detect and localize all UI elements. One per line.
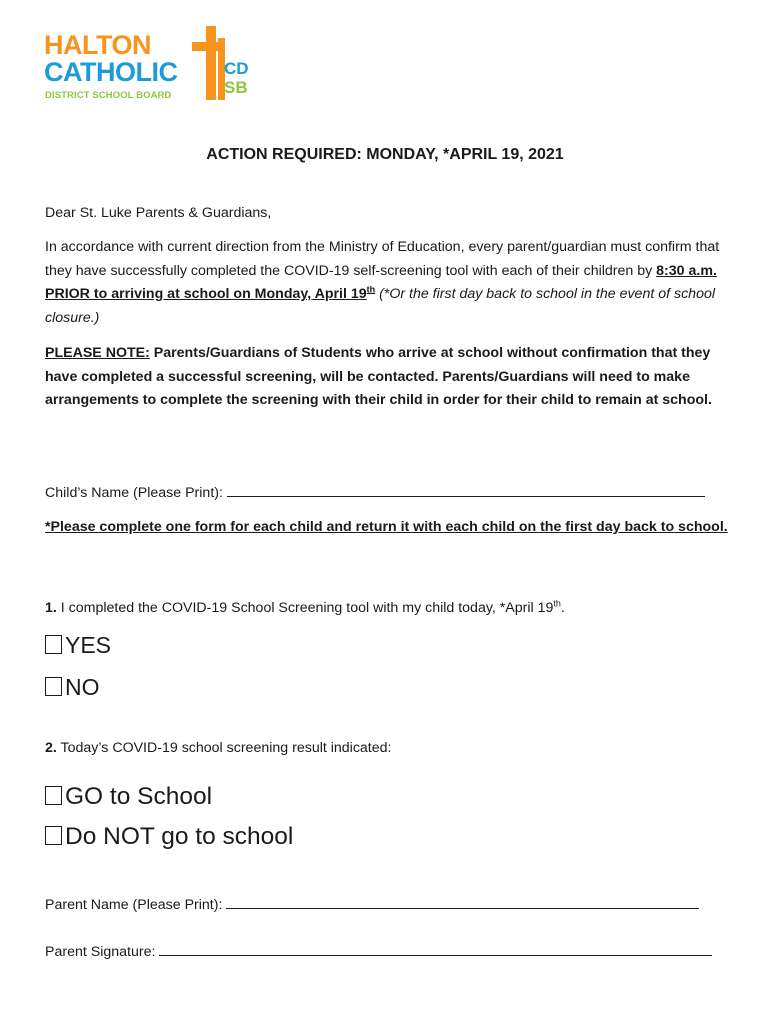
option-go-to-school[interactable] [45, 782, 212, 812]
option-yes[interactable] [45, 630, 111, 660]
logo-cd: CD [224, 59, 249, 78]
intro-deadline: 8:30 a.m. PRIOR to arriving at school on Monday, April 19 [45, 262, 717, 302]
question-1-text: I completed the COVID-19 School Screening tool with my child today, *April 19 [56, 600, 554, 616]
option-do-not-go-label: Do NOT go to school [65, 823, 294, 850]
please-note-paragraph [45, 342, 735, 413]
please-note-text: Parents/Guardians of Students who arrive at school without confirmation that they have completed a successful screening, will be contacted. Parents/Guardians will need to make arrangements to complete the screening with their child in order for their child to remain at school. [45, 345, 712, 408]
hcdsb-logo [44, 24, 264, 104]
option-yes-label: YES [65, 632, 112, 658]
intro-text: In accordance with current direction from the Ministry of Education, every parent/guardian must confirm that they have successfully completed the COVID-19 self-screening tool with each of their children by [45, 239, 720, 279]
intro-paragraph [45, 236, 735, 330]
parent-signature-label: Parent Signature: [45, 944, 160, 960]
greeting: Dear St. Luke Parents & Guardians, [45, 205, 272, 221]
intro-deadline-sup: th [366, 284, 376, 295]
parent-name-field[interactable] [226, 895, 699, 909]
parent-name-label: Parent Name (Please Print): [45, 897, 227, 913]
page-title: ACTION REQUIRED: MONDAY, *APRIL 19, 2021 [206, 146, 564, 163]
yes-checkbox[interactable] [45, 635, 62, 654]
question-1 [45, 597, 735, 621]
option-go-label: GO to School [65, 783, 213, 810]
question-2-number: 2. [45, 740, 57, 756]
go-checkbox[interactable] [45, 786, 62, 805]
parent-signature-row [45, 941, 735, 965]
child-name-row [45, 482, 735, 506]
option-no[interactable] [45, 672, 100, 702]
logo-catholic: CATHOLIC [44, 57, 178, 87]
child-name-label: Child’s Name (Please Print): [45, 485, 227, 501]
question-2-text: Today’s COVID-19 school screening result indicated: [56, 740, 392, 756]
no-checkbox[interactable] [45, 677, 62, 696]
question-1-sup: th [553, 598, 561, 609]
do-not-go-checkbox[interactable] [45, 826, 62, 845]
parent-signature-field[interactable] [159, 942, 712, 956]
question-2 [45, 737, 735, 761]
question-1-number: 1. [45, 600, 57, 616]
logo-sb: SB [224, 78, 248, 97]
logo-district-school-board: DISTRICT SCHOOL BOARD [45, 90, 172, 101]
option-no-label: NO [65, 674, 100, 700]
option-do-not-go[interactable] [45, 822, 293, 852]
parent-name-row [45, 894, 735, 918]
logo-halton: HALTON [44, 30, 151, 60]
one-form-note: *Please complete one form for each child and return it with each child on the first day back to school. [45, 519, 728, 535]
child-name-field[interactable] [227, 483, 705, 497]
question-1-end: . [560, 600, 565, 616]
intro-note: (*Or the first day back to school in the event of school closure.) [45, 286, 716, 326]
please-note-label: PLEASE NOTE: [45, 345, 150, 361]
